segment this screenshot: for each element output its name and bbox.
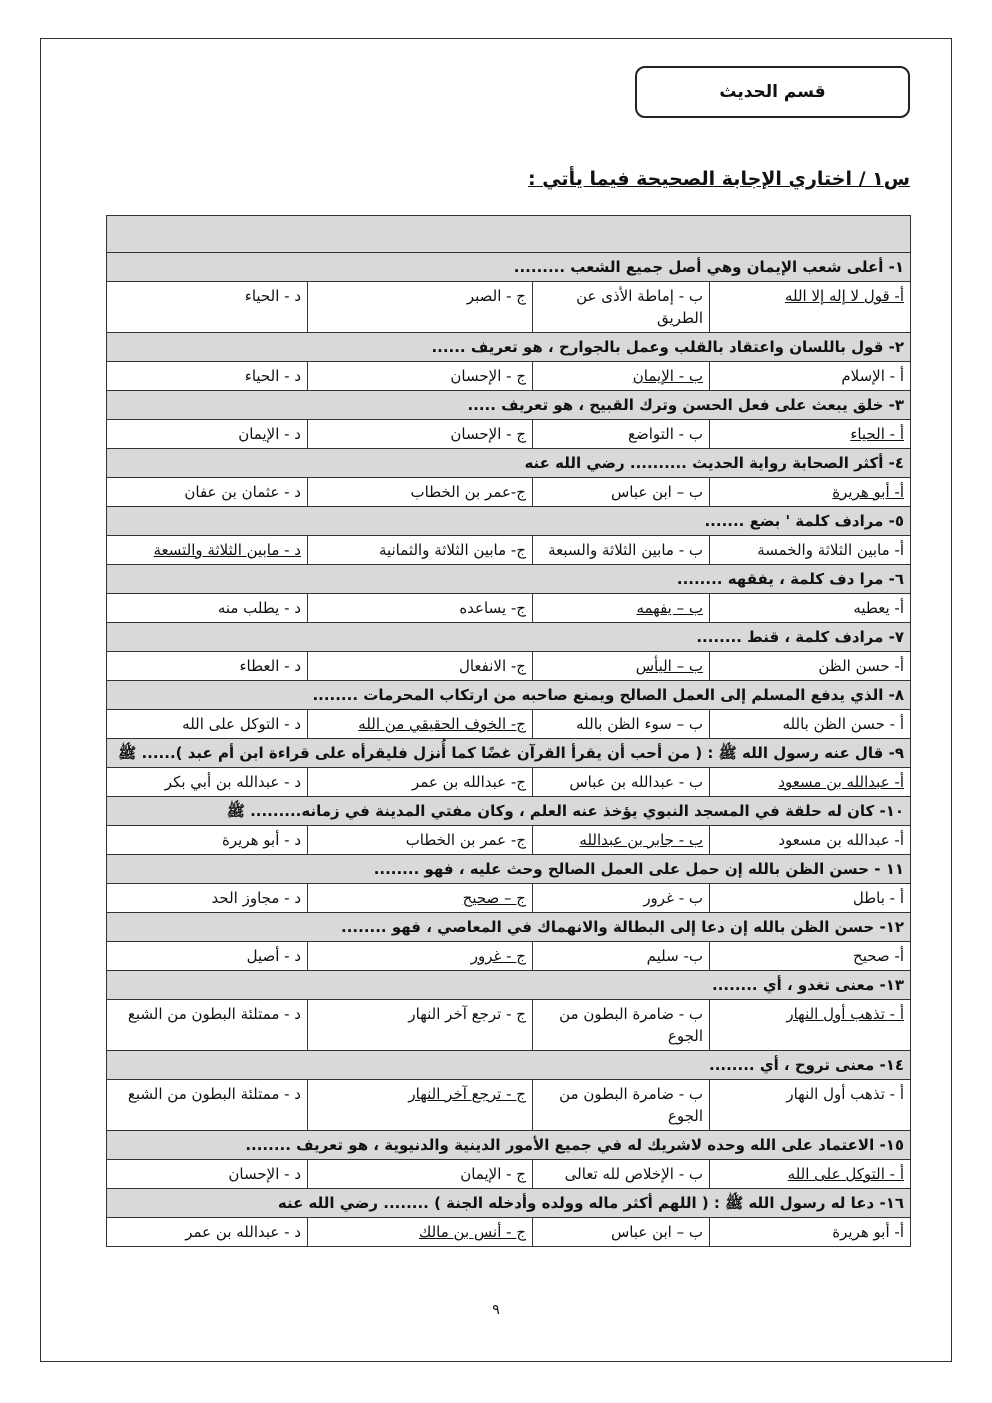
answer-option[interactable] [308, 884, 533, 913]
question-text: ٧- مرادف كلمة ، قنط ........ [107, 623, 911, 652]
answer-option[interactable] [308, 282, 533, 333]
question-text: ١٦- دعا له رسول الله ﷺ : ( اللهم أكثر ماله وولده وأدخله الجنة ) ........ رضي الله عنه [107, 1189, 911, 1218]
correct-answer-label: ب – اليأس [635, 657, 703, 675]
question-row [107, 971, 911, 1000]
answer-label: د - الإيمان [238, 425, 301, 443]
answer-label: ج - الإيمان [460, 1165, 526, 1183]
answer-row [107, 710, 911, 739]
answer-option[interactable] [107, 478, 308, 507]
answer-label: ب - عبدالله بن عباس [569, 773, 703, 791]
answer-label: ب - مابين الثلاثة والسبعة [548, 541, 703, 559]
question-text: ١٠- كان له حلقة في المسجد النبوي يؤخذ عنه العلم ، وكان مفتي المدينة في زمانه......... ﷺ [107, 797, 911, 826]
table-header-blank-row [107, 216, 911, 253]
answer-label: ج- عمر بن الخطاب [405, 831, 526, 849]
answer-option[interactable] [710, 1080, 911, 1131]
answer-label: ج- عبدالله بن عمر [412, 773, 526, 791]
answer-option[interactable] [107, 420, 308, 449]
question-text: ٢- قول باللسان واعتقاد بالقلب وعمل بالجوارح ، هو تعريف ...... [107, 333, 911, 362]
correct-answer-label: ج - غرور [470, 947, 526, 965]
answer-label: ج - الصبر [466, 287, 526, 305]
answer-label: ب – ابن عباس [610, 1223, 703, 1241]
answer-option[interactable] [308, 768, 533, 797]
page-number: ٩ [492, 1302, 500, 1318]
question-row [107, 681, 911, 710]
answer-option[interactable] [710, 536, 911, 565]
answer-label: ج - ترجع آخر النهار [408, 1005, 526, 1023]
answer-label: أ- أبو هريرة [832, 1223, 904, 1241]
question-row [107, 507, 911, 536]
answer-option[interactable] [533, 1218, 710, 1247]
answer-label: ب - ضامرة البطون من الجوع [559, 1005, 703, 1045]
answer-option[interactable] [308, 710, 533, 739]
answer-option[interactable] [533, 282, 710, 333]
answer-option[interactable] [107, 826, 308, 855]
answer-label: ب - غرور [643, 889, 703, 907]
answer-option[interactable] [710, 652, 911, 681]
answer-option[interactable] [107, 768, 308, 797]
correct-answer-label: ب - جابر بن عبدالله [579, 831, 703, 849]
answer-row [107, 478, 911, 507]
question-row [107, 739, 911, 768]
answer-label: ب- سليم [646, 947, 703, 965]
answer-label: د - ممتلئة البطون من الشبع [127, 1085, 301, 1103]
answer-row [107, 652, 911, 681]
answer-option[interactable] [710, 768, 911, 797]
question-row [107, 623, 911, 652]
answer-row [107, 1080, 911, 1131]
question-text: ٤- أكثر الصحابة رواية الحديث .......... رضي الله عنه [107, 449, 911, 478]
answer-label: د - مجاوز الحد [211, 889, 301, 907]
answer-label: أ - حسن الظن بالله [782, 715, 904, 733]
answer-option[interactable] [710, 478, 911, 507]
question-text: ٣- خلق يبعث على فعل الحسن وترك القبيح ، هو تعريف ..... [107, 391, 911, 420]
answer-option[interactable] [308, 478, 533, 507]
answer-option[interactable] [710, 1000, 911, 1051]
answer-label: أ- عبدالله بن مسعود [778, 831, 904, 849]
answer-option[interactable] [308, 536, 533, 565]
answer-label: د - عبدالله بن عمر [185, 1223, 301, 1241]
question-text: ١٢- حسن الظن بالله إن دعا إلى البطالة والانهماك في المعاصي ، فهو ........ [107, 913, 911, 942]
answer-option[interactable] [107, 710, 308, 739]
answer-row [107, 826, 911, 855]
question-text: ٨- الذي يدفع المسلم إلى العمل الصالح ويمنع صاحبه من ارتكاب المحرمات ........ [107, 681, 911, 710]
answer-row [107, 942, 911, 971]
answer-option[interactable] [710, 594, 911, 623]
answer-label: د - يطلب منه [217, 599, 301, 617]
answer-label: د - عثمان بن عفان [184, 483, 301, 501]
answer-option[interactable] [710, 826, 911, 855]
answer-option[interactable] [308, 1000, 533, 1051]
question-row [107, 565, 911, 594]
answer-label: د - العطاء [239, 657, 301, 675]
answer-option[interactable] [533, 594, 710, 623]
answer-option[interactable] [107, 362, 308, 391]
answer-label: ج - الإحسان [450, 367, 526, 385]
answer-option[interactable] [533, 942, 710, 971]
answer-row [107, 1000, 911, 1051]
correct-answer-label: أ- قول لا إله إلا الله [784, 287, 904, 305]
answer-option[interactable] [308, 594, 533, 623]
correct-answer-label: ب - الإيمان [632, 367, 703, 385]
answer-label: ب - التواضع [628, 425, 703, 443]
question-title: س١ / اختاري الإجابة الصحيحة فيما يأتي : [528, 168, 910, 190]
correct-answer-label: أ - تذهب أول النهار [786, 1005, 904, 1023]
correct-answer-label: أ - التوكل على الله [787, 1165, 904, 1183]
answer-option[interactable] [710, 420, 911, 449]
answer-option[interactable] [710, 1218, 911, 1247]
answer-label: أ - باطل [852, 889, 904, 907]
answer-option[interactable] [107, 1080, 308, 1131]
answer-label: ج-عمر بن الخطاب [410, 483, 526, 501]
correct-answer-label: ج - ترجع آخر النهار [408, 1085, 526, 1103]
answer-option[interactable] [533, 652, 710, 681]
answer-option[interactable] [533, 1080, 710, 1131]
answer-option[interactable] [533, 826, 710, 855]
answer-label: ب - ضامرة البطون من الجوع [559, 1085, 703, 1125]
answer-row [107, 362, 911, 391]
answer-option[interactable] [710, 710, 911, 739]
answer-option[interactable] [107, 1000, 308, 1051]
question-row [107, 1189, 911, 1218]
question-row [107, 253, 911, 282]
answer-label: د - الحياء [244, 367, 301, 385]
answer-option[interactable] [710, 362, 911, 391]
answer-label: أ- صحيح [853, 947, 904, 965]
correct-answer-label: ج – صحيح [462, 889, 526, 907]
answer-option[interactable] [107, 594, 308, 623]
answer-option[interactable] [308, 1080, 533, 1131]
answer-label: د - الحياء [244, 287, 301, 305]
answer-option[interactable] [308, 942, 533, 971]
answer-label: ب – سوء الظن بالله [576, 715, 703, 733]
answer-row [107, 1218, 911, 1247]
answer-row [107, 1160, 911, 1189]
answer-option[interactable] [710, 884, 911, 913]
answer-option[interactable] [308, 1160, 533, 1189]
answer-label: أ- مابين الثلاثة والخمسة [757, 541, 904, 559]
answer-option[interactable] [533, 884, 710, 913]
answer-label: د - الإحسان [228, 1165, 301, 1183]
answer-option[interactable] [107, 884, 308, 913]
answer-option[interactable] [533, 420, 710, 449]
correct-answer-label: أ - الحياء [850, 425, 904, 443]
answer-option[interactable] [533, 1000, 710, 1051]
answer-label: ج - الإحسان [450, 425, 526, 443]
questions-table [106, 215, 911, 1247]
answer-option[interactable] [308, 362, 533, 391]
answer-label: أ- يعطيه [853, 599, 904, 617]
correct-answer-label: ج- الخوف الحقيقي من الله [358, 715, 526, 733]
answer-label: ج- يساعده [459, 599, 526, 617]
question-text: ٦- مرا دف كلمة ، يفقهه ........ [107, 565, 911, 594]
answer-option[interactable] [533, 768, 710, 797]
question-text: ١٤- معنى تروح ، أي ........ [107, 1051, 911, 1080]
answer-option[interactable] [107, 942, 308, 971]
answer-label: أ - الإسلام [841, 367, 904, 385]
answer-option[interactable] [533, 362, 710, 391]
answer-option[interactable] [107, 282, 308, 333]
answer-option[interactable] [308, 652, 533, 681]
answer-option[interactable] [533, 710, 710, 739]
question-row [107, 333, 911, 362]
question-row [107, 1131, 911, 1160]
correct-answer-label: د - مابين الثلاثة والتسعة [153, 541, 301, 559]
answer-option[interactable] [308, 420, 533, 449]
answer-label: د - عبدالله بن أبي بكر [164, 773, 301, 791]
answer-label: د - أصيل [246, 947, 301, 965]
question-text: ١٥- الاعتماد على الله وحده لاشريك له في جميع الأمور الدينية والدنيوية ، هو تعريف ........ [107, 1131, 911, 1160]
answer-row [107, 884, 911, 913]
questions-body [107, 216, 911, 1247]
answer-option[interactable] [308, 826, 533, 855]
question-text: ١- أعلى شعب الإيمان وهي أصل جميع الشعب ......... [107, 253, 911, 282]
answer-label: أ- حسن الظن [818, 657, 904, 675]
question-row [107, 913, 911, 942]
correct-answer-label: أ- أبو هريرة [832, 483, 904, 501]
answer-label: د - التوكل على الله [182, 715, 301, 733]
question-row [107, 1051, 911, 1080]
question-row [107, 391, 911, 420]
question-text: ٩- قال عنه رسول الله ﷺ : ( من أحب أن يقرأ القرآن غضًا كما أُنزل فليقرأه على قراءة ابن أم عبد )...... ﷺ [107, 739, 911, 768]
answer-option[interactable] [710, 942, 911, 971]
answer-label: ب - إماطة الأذى عن الطريق [576, 287, 703, 327]
correct-answer-label: أ- عبدالله بن مسعود [778, 773, 904, 791]
answer-row [107, 594, 911, 623]
answer-option[interactable] [107, 536, 308, 565]
question-text: ١٣- معنى تغدو ، أي ........ [107, 971, 911, 1000]
answer-option[interactable] [533, 1160, 710, 1189]
answer-option[interactable] [308, 1218, 533, 1247]
answer-option[interactable] [710, 282, 911, 333]
answer-label: ج- الانفعال [458, 657, 526, 675]
answer-row [107, 768, 911, 797]
answer-option[interactable] [710, 1160, 911, 1189]
question-row [107, 855, 911, 884]
section-title: قسم الحديث [719, 82, 826, 102]
answer-label: ب - الإخلاص لله تعالى [564, 1165, 703, 1183]
question-row [107, 449, 911, 478]
question-row [107, 797, 911, 826]
correct-answer-label: ب – يفهمه [636, 599, 703, 617]
answer-option[interactable] [107, 1218, 308, 1247]
answer-label: د - أبو هريرة [222, 831, 301, 849]
answer-label: د - ممتلئة البطون من الشبع [127, 1005, 301, 1023]
answer-row [107, 282, 911, 333]
question-text: ١١ - حسن الظن بالله إن حمل على العمل الصالح وحث عليه ، فهو ........ [107, 855, 911, 884]
answer-option[interactable] [533, 536, 710, 565]
section-title-box [635, 66, 910, 118]
answer-option[interactable] [107, 652, 308, 681]
answer-label: أ - تذهب أول النهار [786, 1085, 904, 1103]
answer-label: ج- مابين الثلاثة والثمانية [378, 541, 526, 559]
question-text: ٥- مرادف كلمة ' بضع ....... [107, 507, 911, 536]
answer-row [107, 536, 911, 565]
answer-row [107, 420, 911, 449]
answer-label: ب – ابن عباس [610, 483, 703, 501]
correct-answer-label: ج - أنس بن مالك [418, 1223, 526, 1241]
answer-option[interactable] [107, 1160, 308, 1189]
answer-option[interactable] [533, 478, 710, 507]
